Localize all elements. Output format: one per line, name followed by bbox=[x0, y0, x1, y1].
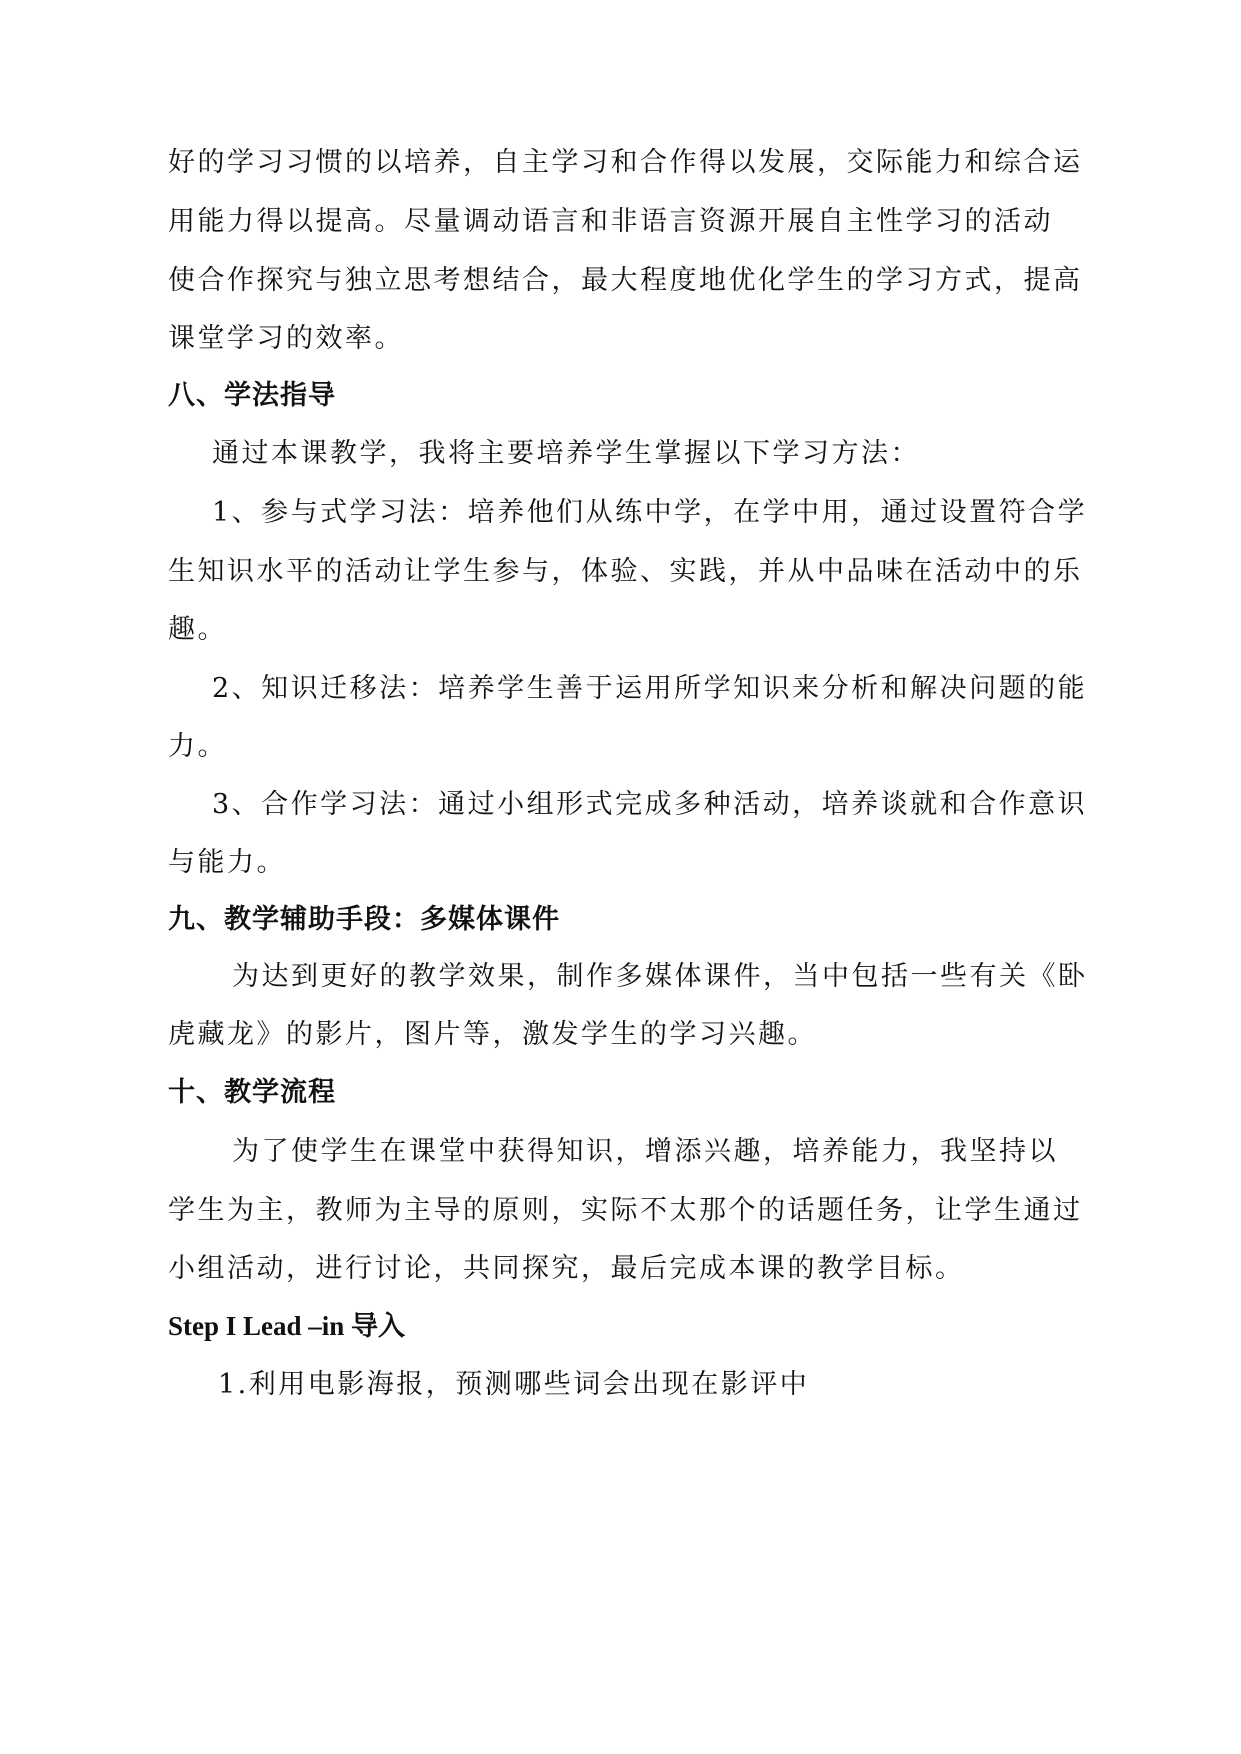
continuation-line-4: 课堂学习的效率。 bbox=[168, 323, 404, 354]
step-1-heading: Step I Lead –in 导入 bbox=[168, 1311, 406, 1341]
method-1-line-1: 1、参与式学习法：培养他们从练中学，在学中用，通过设置符合学 bbox=[212, 497, 1088, 528]
section-heading-study-methods: 八、学法指导 bbox=[168, 380, 336, 411]
continuation-line-1: 好的学习习惯的以培养，自主学习和合作得以发展，交际能力和综合运 bbox=[168, 147, 1083, 178]
study-methods-intro: 通过本课教学，我将主要培养学生掌握以下学习方法： bbox=[212, 438, 920, 469]
method-3-line-1: 3、合作学习法：通过小组形式完成多种活动，培养谈就和合作意识 bbox=[212, 789, 1088, 820]
teaching-process-line-2: 学生为主，教师为主导的原则，实际不太那个的话题任务，让学生通过 bbox=[168, 1195, 1083, 1226]
continuation-line-2: 用能力得以提高。尽量调动语言和非语言资源开展自主性学习的活动 bbox=[168, 206, 1053, 237]
continuation-line-3: 使合作探究与独立思考想结合，最大程度地优化学生的学习方式，提高 bbox=[168, 265, 1083, 296]
step-1-item-1: 1.利用电影海报，预测哪些词会出现在影评中 bbox=[218, 1369, 810, 1400]
section-heading-teaching-aids: 九、教学辅助手段：多媒体课件 bbox=[168, 904, 560, 935]
method-1-line-3: 趣。 bbox=[168, 614, 227, 645]
teaching-aids-line-1: 为达到更好的教学效果，制作多媒体课件，当中包括一些有关《卧 bbox=[232, 961, 1088, 992]
method-2-line-2: 力。 bbox=[168, 731, 227, 762]
section-heading-teaching-process: 十、教学流程 bbox=[168, 1077, 336, 1108]
teaching-process-line-3: 小组活动，进行讨论，共同探究，最后完成本课的教学目标。 bbox=[168, 1253, 965, 1284]
method-2-line-1: 2、知识迁移法：培养学生善于运用所学知识来分析和解决问题的能 bbox=[212, 673, 1088, 704]
teaching-process-line-1: 为了使学生在课堂中获得知识，增添兴趣，培养能力，我坚持以 bbox=[232, 1136, 1058, 1167]
teaching-aids-line-2: 虎藏龙》的影片，图片等，激发学生的学习兴趣。 bbox=[168, 1019, 817, 1050]
method-3-line-2: 与能力。 bbox=[168, 847, 286, 878]
method-1-line-2: 生知识水平的活动让学生参与，体验、实践，并从中品味在活动中的乐 bbox=[168, 556, 1083, 587]
